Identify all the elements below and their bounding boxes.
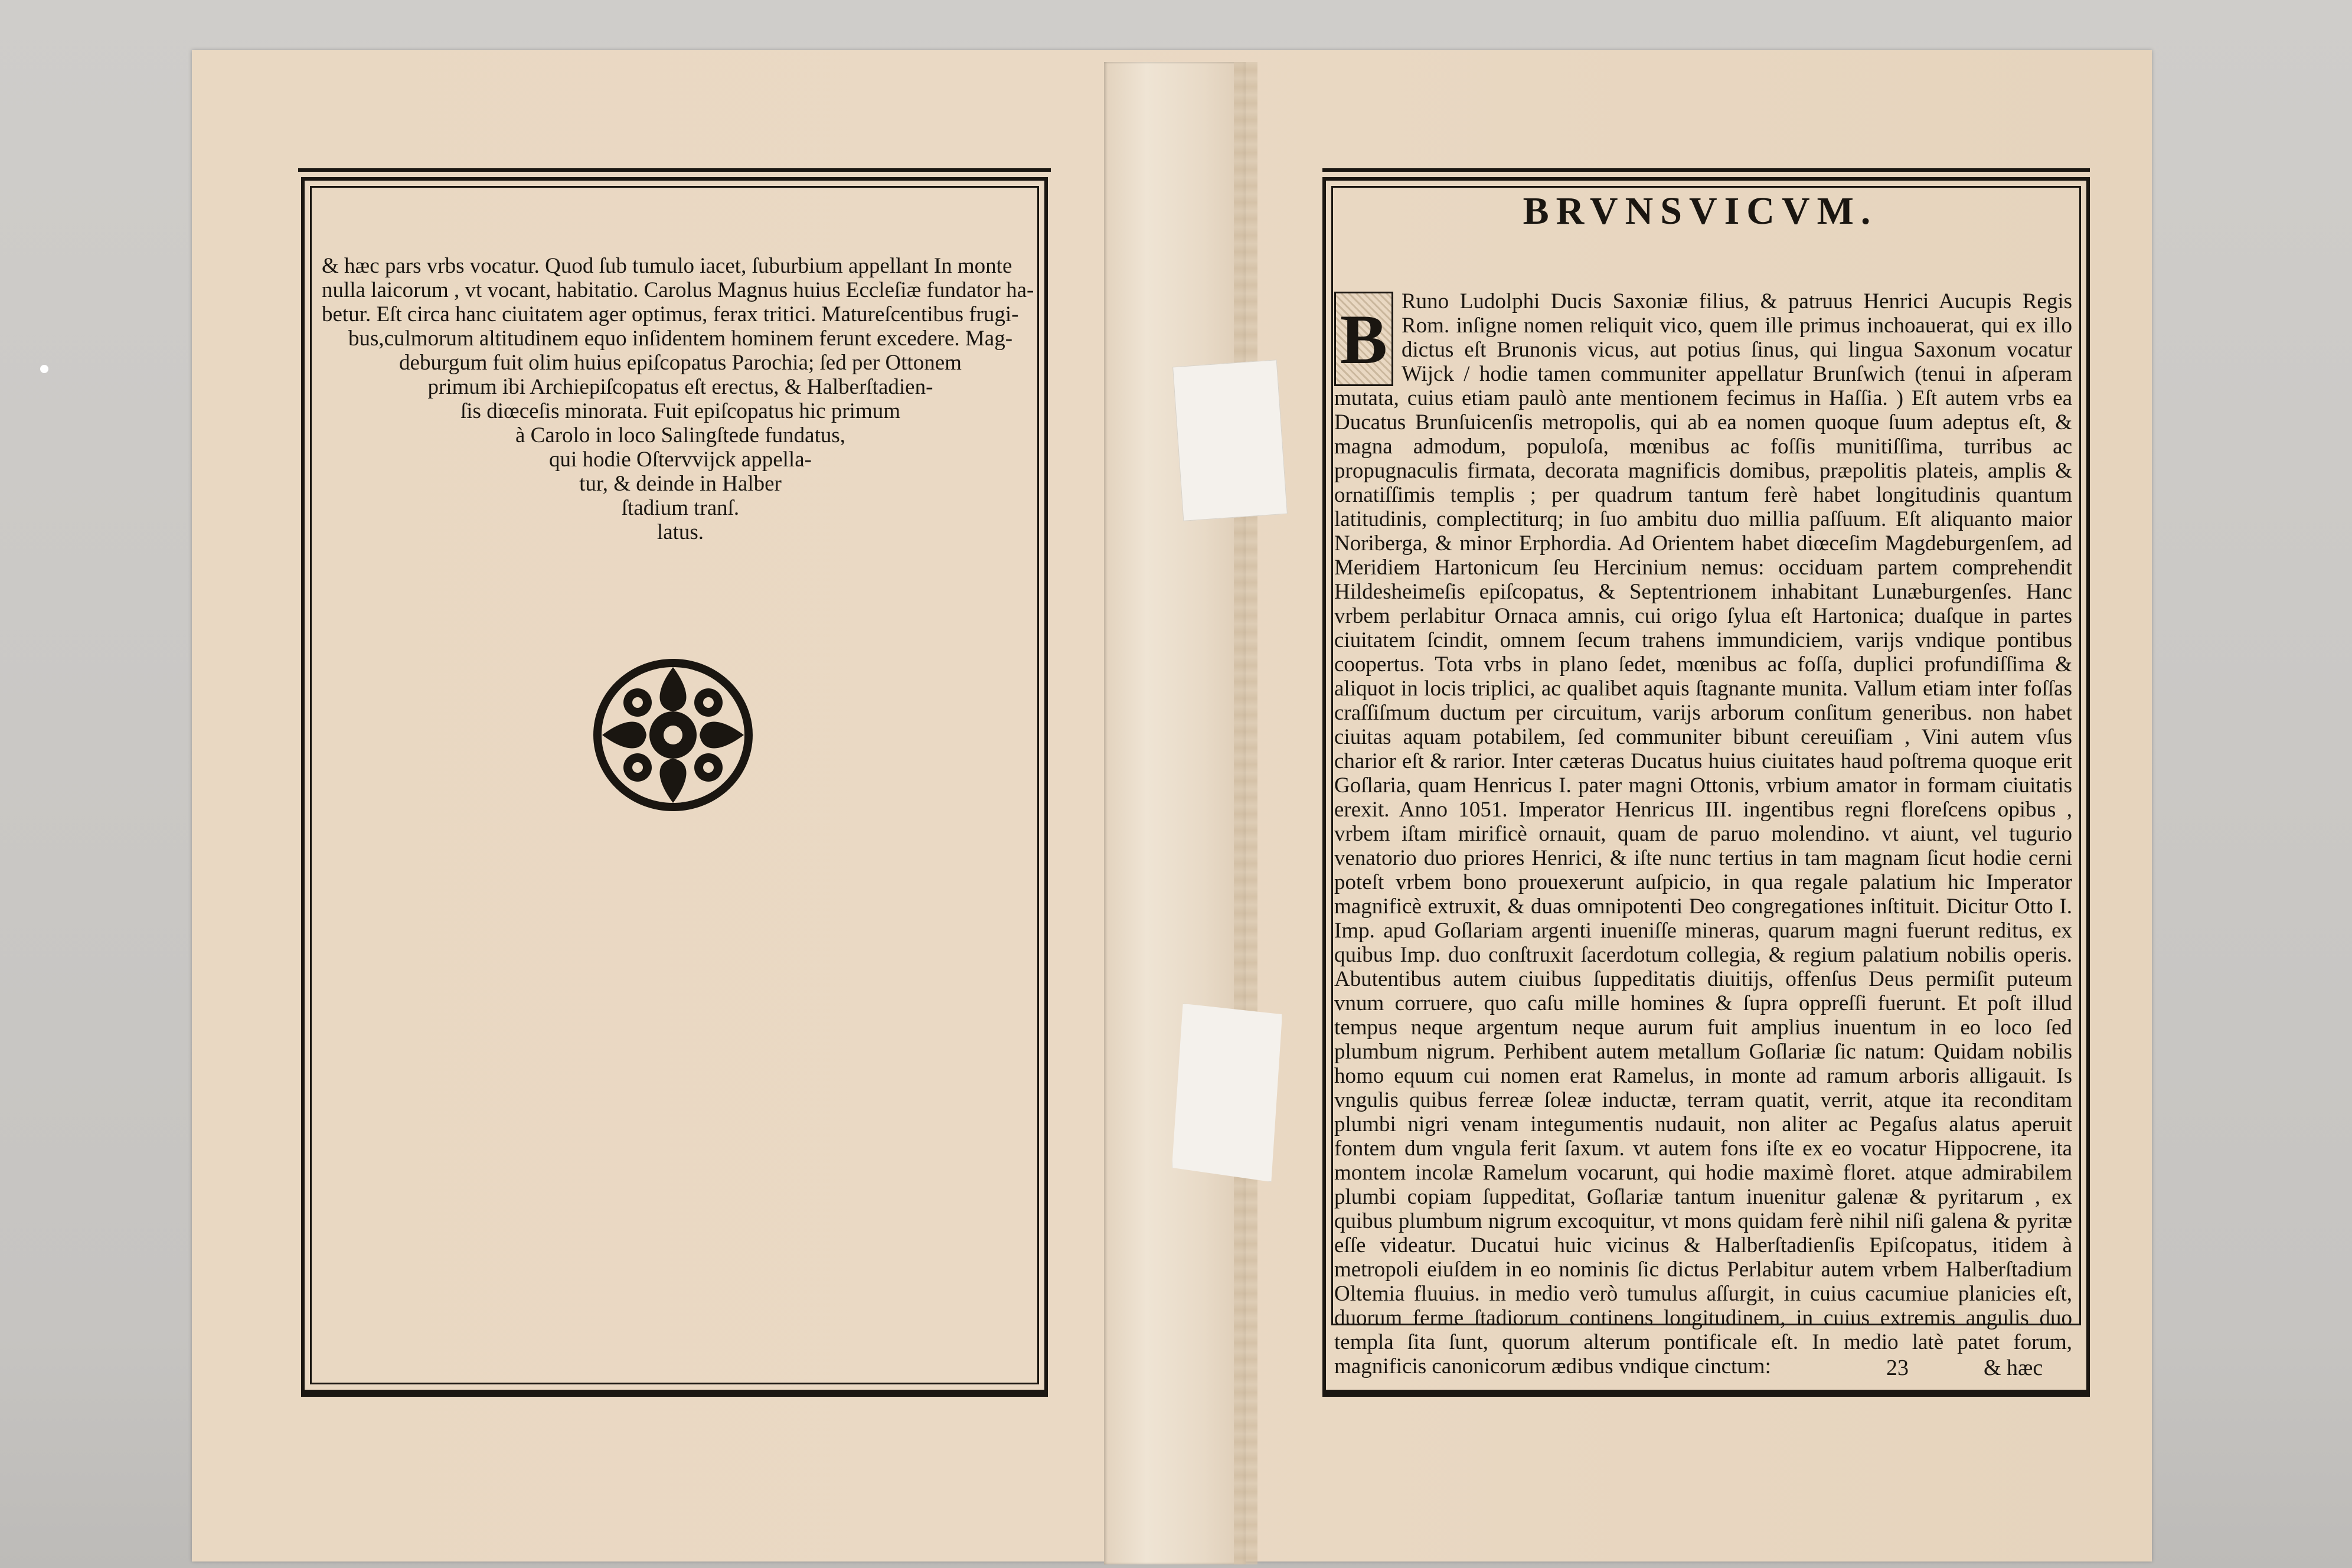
page-number: 23 — [1886, 1355, 1909, 1380]
dropcap-initial: B — [1334, 292, 1393, 386]
text-line: betur. Eſt circa hanc ciuitatem ager optimus, ferax tritici. Matureſcentibus frugi- — [322, 302, 1019, 326]
floral-ornament-icon — [590, 655, 756, 815]
page-title: BRVNSVICVM. — [1523, 190, 1878, 233]
text-line: ſis diœceſis minorata. Fuit epiſcopatus hic primum — [460, 399, 901, 423]
left-bottom-rule — [301, 1393, 1048, 1397]
left-top-rule — [298, 168, 1051, 172]
text-line: nulla laicorum , vt vocant, habitatio. Carolus Magnus huius Eccleſiæ fundator ha- — [322, 278, 1034, 302]
text-line: deburgum fuit olim huius epiſcopatus Parochia; ſed per Ottonem — [399, 351, 962, 375]
repair-patch-upper — [1172, 360, 1288, 521]
body-text: Runo Ludolphi Ducis Saxoniæ filius, & patruus Henrici Aucupis Regis Rom. inſigne nomen reliquit vico, quem ille primus inchoauerat, qui ex illo dictus eſt Brunonis vicus, aut potius ſinus, qui lingua Saxonum vocatur Wijck / hodie tamen communiter appellatur Brunſwich (tenui in aſperam mutata, cuius etiam paulò ante mentionem fecimus in Haſſia. ) Eſt autem vrbs ea Ducatus Brunſuicenſis metropolis, qui ab ea nomen quoque ſuum adeptus eſt, & magna admodum, populoſa, mœnibus ac foſſis munitiſſima, turribus ac propugnaculis firmata, decorata magnificis domibus, præpolitis plateis, amplis & ornatiſſimis templis ; per quadrum tantum ferè habet longitudinis quantum latitudinis, complectiturq; in ſuo ambitu duo millia paſſuum. Eſt aliquanto maior Noriberga, & minor Erphordia. Ad Orientem habet diœceſim Magdeburgenſem, ad Meridiem Hartonicum ſeu Hercinium nemus: occiduam partem comprehendit Hildesheimeſis epiſcopatus, & Septentrionem inhabitant Lunæburgenſes. Hanc vrbem perlabitur Ornaca amnis, cui origo ſylua eſt Hartonica; duaſque in partes ciuitatem ſcindit, omnem ſecum trahens immundiciem, varijs vndique pontibus coopertus. Tota vrbs in plano ſedet, mœnibus ac foſſa, duplici profundiſſima & aliquot in locis triplici, ac qualibet aquis ſtagnante munita. Vallum etiam inter foſſas craſſiſmum ductum per circuitum, varijs arborum conſitum generibus. non habet ciuitas aquam potabilem, ſed communiter bibunt cereuiſiam , Vini autem vſus charior eſt & rarior. Inter cæteras Ducatus huius ciuitates haud poſtrema quoque erit Goſlaria, quam Henricus I. pater magni Ottonis, vrbium amator in formam ciuitatis erexit. Anno 1051. Imperator Henricus III. ingentibus regni floreſcens opibus , vrbem iſtam mirificè ornauit, quam de paruo molendino. vt aiunt, vel tugurio venatorio duo priores Henrici, & iſte nunc tertius in tam magnam ſicut hodie cerni poteſt vrbem bono prouexerunt auſpicio, in qua regale palatium hic Imperator magnificè extruxit, & duas omnipotenti Deo congregationes inſtituit. Dicitur Otto I. Imp. apud Goſlariam argenti inueniſſe mineras, quarum magni fuerunt reditus, ex quibus Imp. duo conſtruxit ſacerdotum collegia, & regium palatium nobilis operis. Abutentibus autem ciuibus ſuppeditatis diuitijs, offenſus Deus permiſit puteum vnum corruere, quo caſu mille homines & ſupra oppreſſi fuerunt. Et poſt illud tempus neque argentum neque aurum fuit amplius inuentum in eo loco ſed plumbum nigrum. Perhibent autem metallum Goſlariæ ſic natum: Quidam nobilis homo equum cui nomen erat Ramelus, in monte ad ramum arboris alligauit. Is vngulis quibus ferreæ ſoleæ inductæ, terram quatit, verrit, atque ita reconditam plumbi nigri venam integumentis nudauit, non aliter ac Pegaſus alatus aperuit fontem dum vngula ferit ſaxum. vt autem fons iſte ex eo vocatur Hippocrene, ita montem incolæ Ramelum vocarunt, qui hodie maximè floret. atque admirabilem plumbi copiam ſuppeditat, Goſlariæ tantum inuenitur galenæ & pyritarum , ex quibus plumbum nigrum excoquitur, vt mons quidam ferè nihil niſi galena & pyritæ eſſe videatur. Ducatui huic vicinus & Halberſtadienſis Epiſcopatus, itidem à metropoli eiuſdem in eo nominis ſic dictus Perlabitur autem vrbem Halberſtadium Oltemia fluuius. in medio verò tumulus aſſurgit, in cuius cacumiue planicies eſt, duorum ferme ſtadiorum continens longitudinem, in cuius extremis angulis duo templa ſita ſunt, quorum alterum pontificale eſt. In medio latè patet forum, magnificis canonicorum ædibus vndique cinctum: — [1334, 289, 2072, 1378]
right-page-text — [1334, 289, 2072, 1378]
left-page-text — [322, 254, 1039, 544]
fold-tear — [1234, 62, 1257, 1564]
right-bottom-rule — [1322, 1393, 2090, 1397]
text-line: à Carolo in loco Salingſtede fundatus, — [515, 423, 845, 447]
text-line: ſtadium tranſ. — [621, 496, 740, 520]
text-line: qui hodie Oſtervvijck appella- — [549, 447, 812, 472]
text-line: & hæc pars vrbs vocatur. Quod ſub tumulo iacet, ſuburbium appellant In monte — [322, 254, 1012, 278]
text-line: tur, & deinde in Halber — [579, 472, 782, 496]
light-reflection — [40, 365, 48, 373]
center-fold — [1104, 62, 1246, 1564]
text-line: bus,culmorum altitudinem equo inſidentem hominem ferunt excedere. Mag- — [348, 326, 1013, 351]
text-line: primum ibi Archiepiſcopatus eſt erectus, & Halberſtadien- — [427, 375, 933, 399]
text-line: latus. — [656, 520, 704, 544]
catchword: & hæc — [1984, 1355, 2043, 1380]
right-top-rule — [1322, 168, 2090, 172]
repair-patch-lower — [1172, 1004, 1282, 1182]
